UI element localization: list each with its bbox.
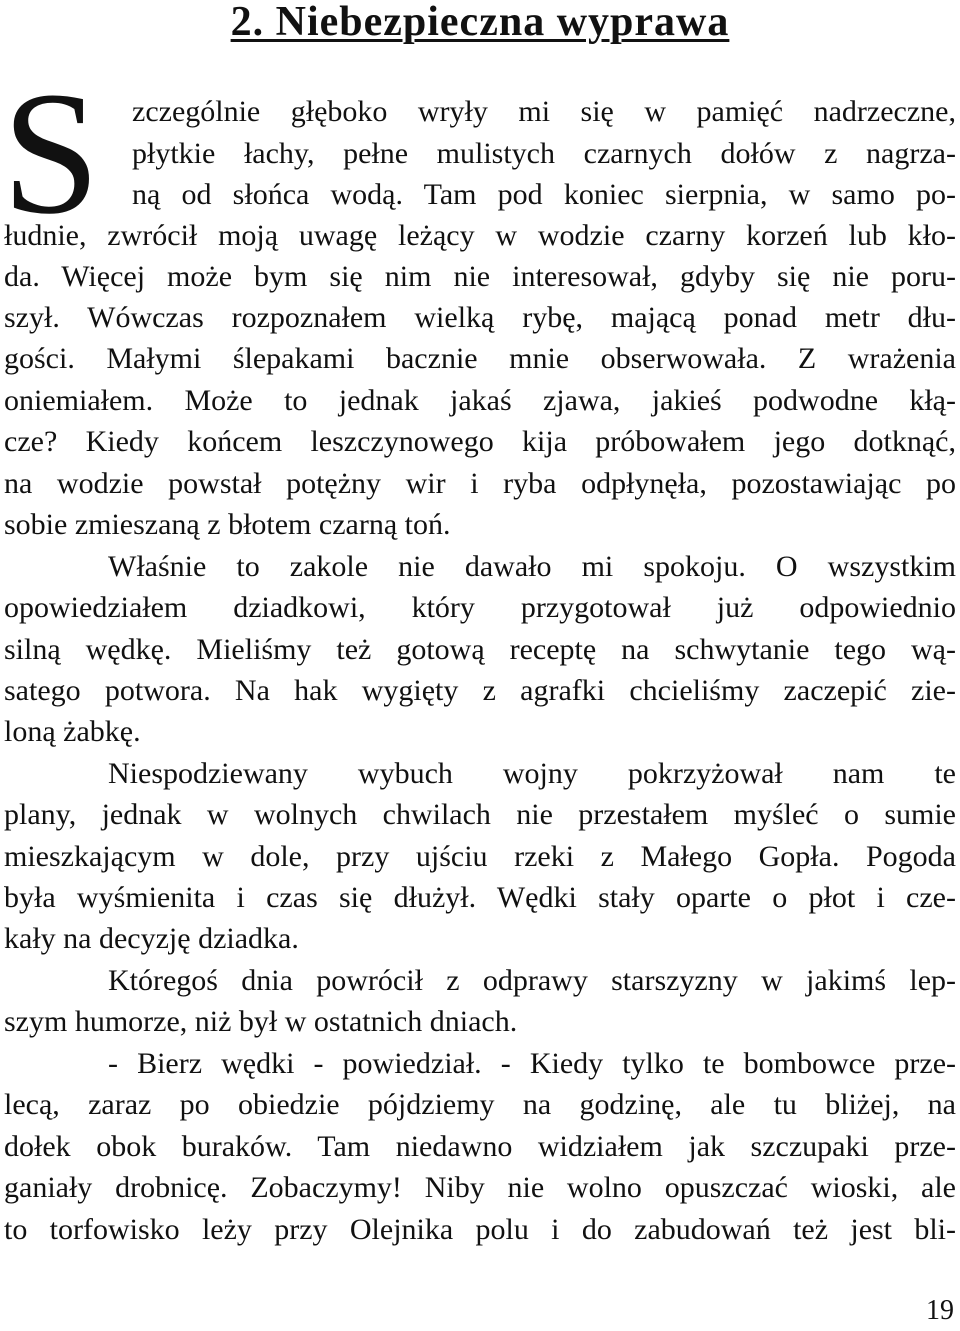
text-line: Właśnie to zakole nie dawało mi spokoju. O wszystkim bbox=[108, 550, 956, 583]
text-line: Któregoś dnia powrócił z odprawy starszyzny w jakimś lep- bbox=[108, 964, 956, 997]
drop-cap: S bbox=[2, 56, 100, 251]
text-line: zczególnie głęboko wryły mi się w pamięć nadrzeczne, bbox=[132, 95, 956, 128]
text-line: silną wędkę. Mieliśmy też gotową receptę na schwytanie tego wą- bbox=[4, 633, 956, 666]
page-number: 19 bbox=[926, 1295, 954, 1326]
text-line: opowiedziałem dziadkowi, który przygotował już odpowiednio bbox=[4, 591, 956, 624]
text-line: była wyśmienita i czas się dłużył. Wędki stały oparte o płot i cze- bbox=[4, 881, 956, 914]
chapter-title-text: 2. Niebezpieczna wyprawa bbox=[230, 0, 730, 45]
text-line: oniemiałem. Może to jednak jakaś zjawa, jakieś podwodne kłą- bbox=[4, 384, 956, 417]
text-line: na wodzie powstał potężny wir i ryba odpłynęła, pozostawiając po bbox=[4, 467, 956, 500]
chapter-title bbox=[0, 0, 960, 44]
text-line: szył. Wówczas rozpoznałem wielką rybę, mającą ponad metr dłu- bbox=[4, 301, 956, 334]
text-line: Niespodziewany wybuch wojny pokrzyżował nam te bbox=[108, 757, 956, 790]
text-line: szym humorze, niż był w ostatnich dniach. bbox=[4, 1005, 518, 1038]
text-line: kały na decyzję dziadka. bbox=[4, 922, 299, 955]
text-line: dołek obok buraków. Tam niedawno widziałem jak szczupaki prze- bbox=[4, 1130, 956, 1163]
text-line: cze? Kiedy końcem leszczynowego kija próbowałem jego dotknąć, bbox=[4, 425, 956, 458]
text-line: plany, jednak w wolnych chwilach nie przestałem myśleć o sumie bbox=[4, 798, 956, 831]
text-line: ną od słońca wodą. Tam pod koniec sierpnia, w samo po- bbox=[132, 178, 956, 211]
text-line: mieszkającym w dole, przy ujściu rzeki z Małego Gopła. Pogoda bbox=[4, 840, 956, 873]
text-line: łudnie, zwrócił moją uwagę leżący w wodzie czarny korzeń lub kło- bbox=[4, 219, 956, 252]
text-line: płytkie łachy, pełne mulistych czarnych dołów z nagrza- bbox=[132, 137, 956, 170]
text-line: ganiały drobnicę. Zobaczymy! Niby nie wolno opuszczać wioski, ale bbox=[4, 1171, 956, 1204]
text-line: gości. Małymi ślepakami bacznie mnie obserwowała. Z wrażenia bbox=[4, 342, 956, 375]
text-line: to torfowisko leży przy Olejnika polu i do zabudowań też jest bli- bbox=[4, 1213, 956, 1246]
text-line: - Bierz wędki - powiedział. - Kiedy tylko te bombowce prze- bbox=[108, 1047, 956, 1080]
text-line: lecą, zaraz po obiedzie pójdziemy na godzinę, ale tu bliżej, na bbox=[4, 1088, 956, 1121]
text-line: sobie zmieszaną z błotem czarną toń. bbox=[4, 508, 451, 541]
text-line: loną żabkę. bbox=[4, 715, 141, 748]
text-line: da. Więcej może bym się nim nie interesował, gdyby się nie poru- bbox=[4, 260, 956, 293]
text-line: satego potwora. Na hak wygięty z agrafki chcieliśmy zaczepić zie- bbox=[4, 674, 956, 707]
